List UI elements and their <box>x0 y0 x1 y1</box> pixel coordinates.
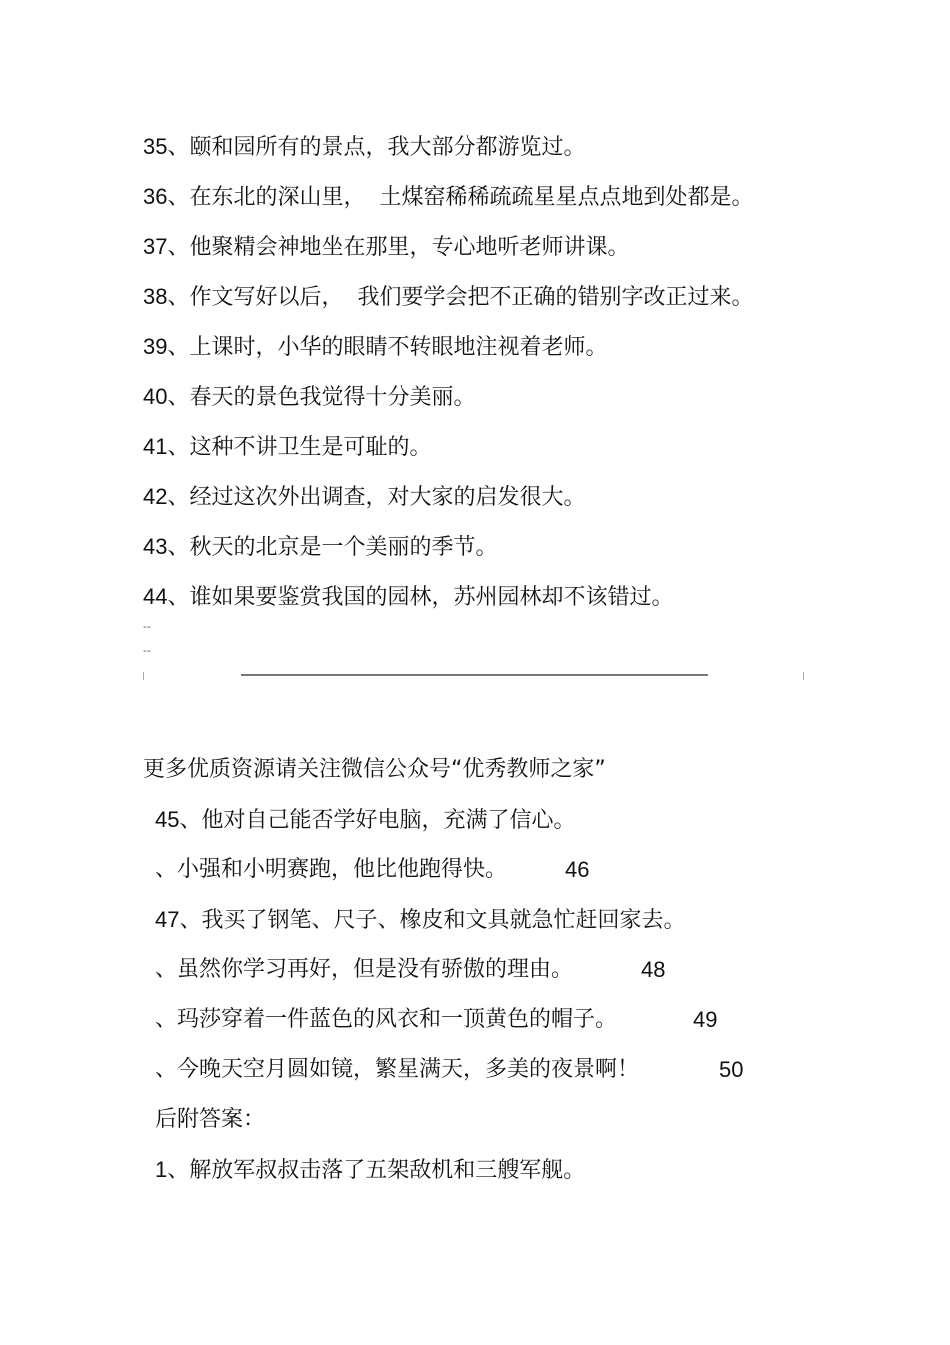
sentence-46-text: 、小强和小明赛跑，他比他跑得快。 <box>155 857 508 882</box>
sentence-text: 、颐和园所有的景点，我大部分都游览过。 <box>167 135 586 160</box>
sentence-text: 、作文写好以后， 我们要学会把不正确的错别字改正过来。 <box>167 285 754 310</box>
sentence-text: 、他聚精会神地坐在那里，专心地听老师讲课。 <box>167 235 630 260</box>
sentence-49-number: 49 <box>693 1007 718 1032</box>
sentence-47 <box>155 905 686 936</box>
page-break-tick-left <box>143 672 144 680</box>
sentence-40 <box>143 382 476 413</box>
sentence-37 <box>143 232 630 263</box>
answers-heading: 后附答案： <box>155 1107 266 1132</box>
page-break-tick-right <box>803 672 804 680</box>
sentence-number: 43 <box>143 534 168 559</box>
sentence-number: 35 <box>143 134 168 159</box>
sentence-number: 41 <box>143 434 168 459</box>
sentence-45 <box>155 805 576 836</box>
answer-text: 、解放军叔叔击落了五架敌机和三艘军舰。 <box>167 1158 586 1183</box>
sentence-36 <box>143 182 753 213</box>
sentence-39 <box>143 332 608 363</box>
sentence-41 <box>143 432 432 463</box>
sentence-text: 、春天的景色我觉得十分美丽。 <box>167 385 476 410</box>
sentence-text: 、秋天的北京是一个美丽的季节。 <box>167 535 498 560</box>
sentence-35 <box>143 132 586 163</box>
sentence-number: 44 <box>143 584 168 609</box>
page-break-rule <box>241 674 708 676</box>
dash-mark: -- <box>143 644 151 657</box>
sentence-44 <box>143 582 674 613</box>
sentence-49-text: 、玛莎穿着一件蓝色的风衣和一顶黄色的帽子。 <box>155 1007 618 1032</box>
dash-mark: -- <box>143 620 151 633</box>
sentence-number: 38 <box>143 284 168 309</box>
sentence-50-text: 、今晚天空月圆如镜，繁星满天，多美的夜景啊！ <box>155 1057 640 1082</box>
sentence-number: 42 <box>143 484 168 509</box>
sentence-50-number: 50 <box>719 1057 744 1082</box>
sentence-number: 39 <box>143 334 168 359</box>
sentence-text: 、经过这次外出调查，对大家的启发很大。 <box>167 485 586 510</box>
sentence-text: 、他对自己能否学好电脑，充满了信心。 <box>179 808 576 833</box>
sentence-text: 、在东北的深山里， 土煤窑稀稀疏疏星星点点地到处都是。 <box>167 185 754 210</box>
sentence-46-number: 46 <box>565 857 590 882</box>
sentence-text: 、我买了钢笔、尺子、橡皮和文具就急忙赶回家去。 <box>179 908 686 933</box>
sentence-text: 、这种不讲卫生是可耻的。 <box>167 435 432 460</box>
sentence-48-number: 48 <box>641 957 666 982</box>
sentence-48-text: 、虽然你学习再好，但是没有骄傲的理由。 <box>155 957 574 982</box>
sentence-42 <box>143 482 586 513</box>
answer-number: 1 <box>155 1157 168 1182</box>
sentence-43 <box>143 532 498 563</box>
sentence-number: 36 <box>143 184 168 209</box>
sentence-number: 40 <box>143 384 168 409</box>
answer-1 <box>155 1155 585 1186</box>
promo-text: 更多优质资源请关注微信公众号“优秀教师之家” <box>143 757 606 782</box>
sentence-number: 37 <box>143 234 168 259</box>
sentence-text: 、上课时，小华的眼睛不转眼地注视着老师。 <box>167 335 608 360</box>
sentence-38 <box>143 282 753 313</box>
sentence-text: 、谁如果要鉴赏我国的园林，苏州园林却不该错过。 <box>167 585 674 610</box>
sentence-number: 45 <box>155 807 180 832</box>
sentence-number: 47 <box>155 907 180 932</box>
